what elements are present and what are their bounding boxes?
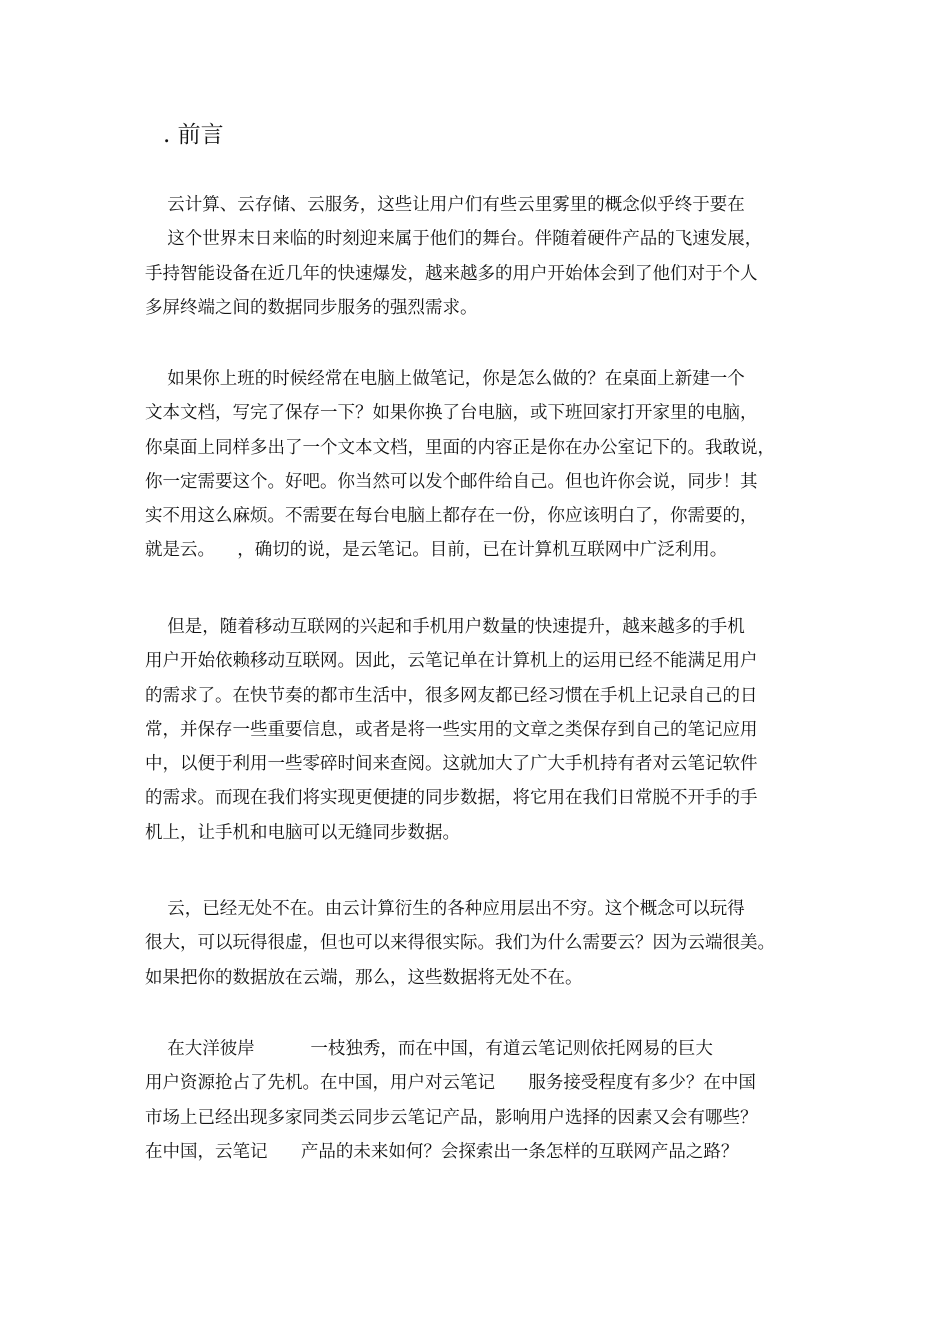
paragraph-intro [145,188,825,325]
text-line: 云，已经无处不在。由云计算衍生的各种应用层出不穷。这个概念可以玩得 [145,899,745,919]
text-line: 很大，可以玩得很虚，但也可以来得很实际。我们为什么需要云？因为云端很美。 [145,933,775,954]
text-line: 多屏终端之间的数据同步服务的强烈需求。 [145,297,478,318]
text-line: 但是，随着移动互联网的兴起和手机用户数量的快速提升，越来越多的手机 [145,617,745,637]
text-line: 你一定需要这个。好吧。你当然可以发个邮件给自己。但也许你会说，同步！其 [145,471,758,492]
section-heading: . 前言 [163,122,224,148]
text-line: 如果你上班的时候经常在电脑上做笔记，你是怎么做的？在桌面上新建一个 [145,369,745,389]
text-line: 云计算、云存储、云服务，这些让用户们有些云里雾里的概念似乎终于要在 [145,195,745,215]
paragraph-cloud-everywhere [145,892,825,995]
paragraph-mobile-internet [145,610,825,850]
text-line: 如果把你的数据放在云端，那么，这些数据将无处不在。 [145,967,583,988]
text-line: 用户开始依赖移动互联网。因此，云笔记单在计算机上的运用已经不能满足用户 [145,651,758,672]
paragraph-notes-example [145,362,825,568]
text-line: 实不用这么麻烦。不需要在每台电脑上都存在一份，你应该明白了，你需要的， [145,506,758,527]
text-line: 就是云。 ，确切的说，是云笔记。目前，已在计算机互联网中广泛利用。 [145,540,728,561]
text-line: 你桌面上同样多出了一个文本文档，里面的内容正是你在办公室记下的。我敢说， [145,437,775,458]
text-line: 在中国，云笔记 产品的未来如何？会探索出一条怎样的互联网产品之路？ [145,1141,739,1162]
text-line: 手持智能设备在近几年的快速爆发，越来越多的用户开始体会到了他们对于个人 [145,263,758,284]
text-line: 市场上已经出现多家同类云同步云笔记产品，影响用户选择的因素又会有哪些？ [145,1107,758,1128]
text-line: 这个世界末日来临的时刻迎来属于他们的舞台。伴随着硬件产品的飞速发展， [145,229,763,250]
text-line: 的需求。而现在我们将实现更便捷的同步数据，将它用在我们日常脱不开手的手 [145,788,758,809]
text-line: 中，以便于利用一些零碎时间来查阅。这就加大了广大手机持有者对云笔记软件 [145,754,758,775]
text-line: 常，并保存一些重要信息，或者是将一些实用的文章之类保存到自己的笔记应用 [145,719,758,740]
text-line: 文本文档，写完了保存一下？如果你换了台电脑，或下班回家打开家里的电脑， [145,403,758,424]
text-line: 在大洋彼岸 一枝独秀，而在中国，有道云笔记则依托网易的巨大 [145,1039,713,1059]
paragraph-market [145,1032,825,1169]
text-line: 的需求了。在快节奏的都市生活中，很多网友都已经习惯在手机上记录自己的日 [145,685,758,706]
text-line: 用户资源抢占了先机。在中国，用户对云笔记 服务接受程度有多少？在中国 [145,1073,756,1094]
text-line: 机上，让手机和电脑可以无缝同步数据。 [145,822,460,843]
